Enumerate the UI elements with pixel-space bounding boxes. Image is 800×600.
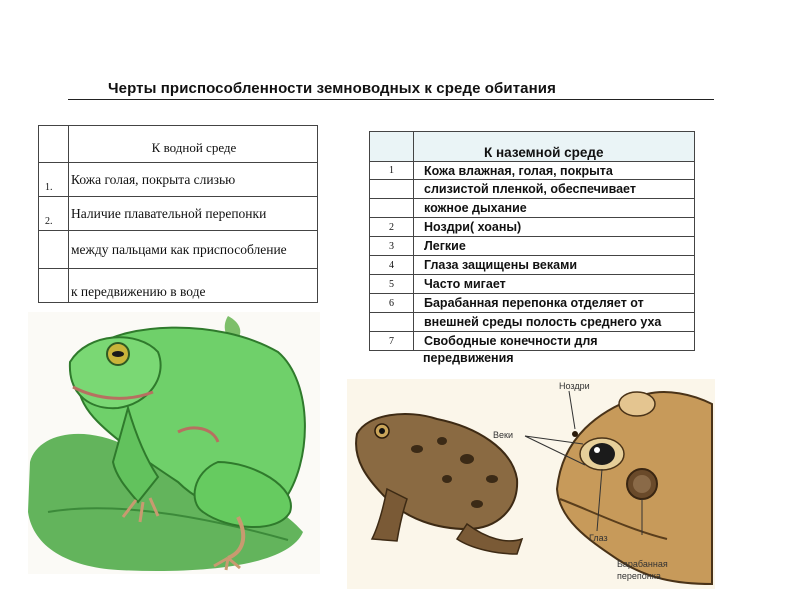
green-frog-illustration — [28, 312, 320, 574]
land-table-header: К наземной среде — [484, 145, 604, 160]
table-row: между пальцами как приспособление — [38, 231, 318, 269]
table-row: 2 Ноздри( хоаны) — [369, 218, 695, 237]
table-row: 1. Кожа голая, покрыта слизью — [38, 163, 318, 197]
label-eye: Глаз — [589, 533, 608, 543]
table-row: 3 Легкие — [369, 237, 695, 256]
table-row: слизистой пленкой, обеспечивает — [369, 180, 695, 199]
table-row: кожное дыхание — [369, 199, 695, 218]
table-row: 2. Наличие плавательной перепонки — [38, 197, 318, 231]
table-row: 5 Часто мигает — [369, 275, 695, 294]
page-title: Черты приспособленности земноводных к среде обитания — [108, 80, 556, 97]
table-header-row — [369, 131, 695, 162]
label-nostril: Ноздри — [559, 381, 590, 391]
land-frog-diagram — [347, 379, 715, 589]
label-eardrum-1: Барабанная — [617, 559, 668, 569]
table-row: 4 Глаза защищены веками — [369, 256, 695, 275]
table-row: к передвижению в воде — [38, 269, 318, 303]
table-header-row — [38, 125, 318, 163]
water-table-header: К водной среде — [151, 140, 237, 155]
table-row: 6 Барабанная перепонка отделяет от — [369, 294, 695, 313]
land-table-continuation: передвижения — [423, 351, 514, 365]
title-underline — [68, 99, 714, 100]
table-row: внешней среды полость среднего уха — [369, 313, 695, 332]
table-row: 1 Кожа влажная, голая, покрыта — [369, 162, 695, 180]
label-eyelids: Веки — [493, 430, 513, 440]
table-row: 7 Свободные конечности для — [369, 332, 695, 351]
label-eardrum-2: перепонка — [617, 571, 661, 581]
